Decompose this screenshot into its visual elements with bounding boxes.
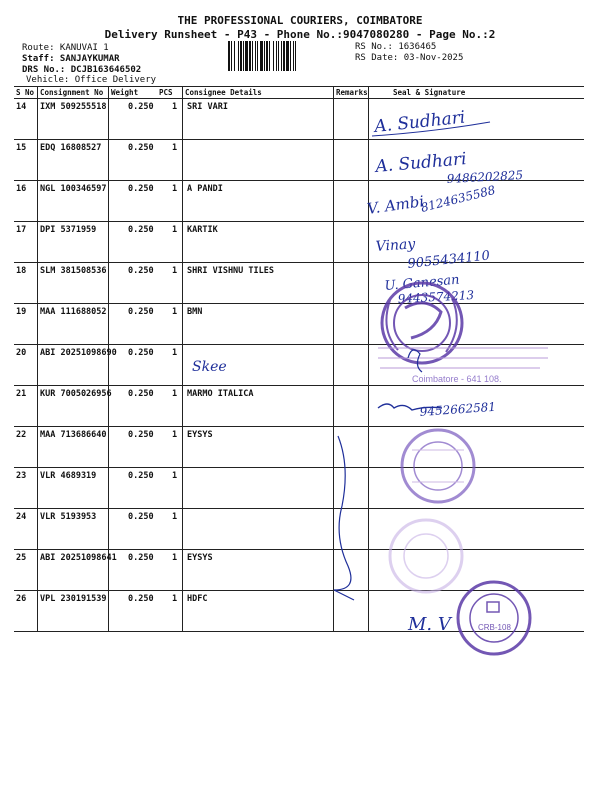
- cell-pcs: 1: [172, 266, 178, 276]
- cell-weight: 0.250: [128, 225, 154, 235]
- cell-consignment: MAA 111688052: [40, 307, 107, 317]
- phone-row-16: 8124635588: [419, 182, 497, 215]
- cell-pcs: 1: [172, 102, 178, 112]
- stamp-address-text: Coimbatore - 641 108.: [412, 374, 502, 384]
- cell-consignee: HDFC: [187, 594, 208, 604]
- drs-number: DRS No.: DCJB163646502: [22, 65, 142, 75]
- signature-row-17: Vinay: [375, 236, 416, 255]
- cell-sno: 23: [16, 471, 27, 481]
- col-header-consignment: Consignment No: [40, 88, 104, 97]
- cell-weight: 0.250: [128, 307, 154, 317]
- cell-consignment: ABI 20251098690: [40, 348, 117, 358]
- cell-sno: 26: [16, 594, 27, 604]
- signature-row-16: V. Ambi: [366, 192, 426, 218]
- cell-consignee: BMN: [187, 307, 203, 317]
- cell-sno: 19: [16, 307, 27, 317]
- cell-consignment: VPL 230191539: [40, 594, 107, 604]
- col-header-consignee: Consignee Details: [185, 88, 262, 97]
- cell-weight: 0.250: [128, 430, 154, 440]
- rs-date: RS Date: 03-Nov-2025: [355, 53, 464, 63]
- round-stamp-row-22: [402, 430, 474, 502]
- cell-pcs: 1: [172, 389, 178, 399]
- phone-row-17: 9055434110: [406, 248, 491, 272]
- cell-weight: 0.250: [128, 266, 154, 276]
- cell-consignment: KUR 7005026956: [40, 389, 112, 399]
- cell-pcs: 1: [172, 143, 178, 153]
- cell-pcs: 1: [172, 184, 178, 194]
- cell-consignee: SRI VARI: [187, 102, 228, 112]
- col-header-seal: Seal & Signature: [393, 88, 466, 97]
- cell-sno: 24: [16, 512, 27, 522]
- cell-sno: 18: [16, 266, 27, 276]
- bracket-mark: [334, 436, 354, 600]
- cell-sno: 16: [16, 184, 27, 194]
- phone-row-18: 9443574213: [397, 288, 475, 306]
- cell-weight: 0.250: [128, 471, 154, 481]
- cell-consignee: SHRI VISHNU TILES: [187, 266, 274, 276]
- cell-pcs: 1: [172, 553, 178, 563]
- address-stamp-row-20: [378, 348, 548, 384]
- cell-consignment: VLR 5193953: [40, 512, 97, 522]
- signature-row-18: U. Ganesan: [384, 272, 461, 294]
- company-title: THE PROFESSIONAL COURIERS, COIMBATORE: [177, 14, 423, 27]
- cell-pcs: 1: [172, 594, 178, 604]
- runsheet-subtitle: Delivery Runsheet - P43 - Phone No.:9047080280 - Page No.:2: [104, 28, 496, 41]
- cell-pcs: 1: [172, 225, 178, 235]
- phone-row-21: 9452662581: [419, 399, 497, 419]
- faint-stamp-row-25: [390, 520, 462, 592]
- cell-weight: 0.250: [128, 512, 154, 522]
- cell-consignment: NGL 100346597: [40, 184, 107, 194]
- cell-weight: 0.250: [128, 594, 154, 604]
- bank-stamp-code: CRB-108: [478, 623, 511, 632]
- vehicle-label: Vehicle: Office Delivery: [26, 75, 157, 85]
- col-header-pcs: PCS: [159, 88, 173, 97]
- signature-row-15: A. Sudhari: [374, 149, 468, 177]
- cell-sno: 21: [16, 389, 27, 399]
- cell-consignee: EYSYS: [187, 430, 213, 440]
- cell-sno: 25: [16, 553, 27, 563]
- cell-consignment: EDQ 16808527: [40, 143, 102, 153]
- cell-consignee: EYSYS: [187, 553, 213, 563]
- cell-weight: 0.250: [128, 389, 154, 399]
- cell-weight: 0.250: [128, 553, 154, 563]
- cell-weight: 0.250: [128, 348, 154, 358]
- cell-sno: 15: [16, 143, 27, 153]
- remark-row-20: Skee: [192, 359, 227, 375]
- cell-sno: 14: [16, 102, 27, 112]
- bank-stamp-row-26: [458, 582, 530, 654]
- cell-pcs: 1: [172, 471, 178, 481]
- cell-pcs: 1: [172, 512, 178, 522]
- cell-weight: 0.250: [128, 184, 154, 194]
- cell-consignment: ABI 20251098641: [40, 553, 117, 563]
- col-header-remarks: Remarks: [336, 88, 368, 97]
- staff-label: Staff: SANJAYKUMAR: [22, 54, 120, 64]
- cell-consignee: MARMO ITALICA: [187, 389, 254, 399]
- round-stamp-row-19: [382, 283, 462, 363]
- cell-consignment: MAA 713686640: [40, 430, 107, 440]
- cell-consignee: KARTIK: [187, 225, 218, 235]
- rs-number: RS No.: 1636465: [355, 42, 437, 52]
- cell-consignment: SLM 381508536: [40, 266, 107, 276]
- cell-consignment: VLR 4689319: [40, 471, 97, 481]
- signature-row-14: A. Sudhari: [373, 107, 467, 137]
- cell-consignment: IXM 509255518: [40, 102, 107, 112]
- col-header-sno: S No: [16, 88, 35, 97]
- cell-weight: 0.250: [128, 143, 154, 153]
- signature-row-26: M. V: [408, 614, 451, 635]
- cell-weight: 0.250: [128, 102, 154, 112]
- cell-sno: 17: [16, 225, 27, 235]
- cell-sno: 20: [16, 348, 27, 358]
- cell-pcs: 1: [172, 430, 178, 440]
- route-label: Route: KANUVAI 1: [22, 43, 109, 53]
- cell-pcs: 1: [172, 307, 178, 317]
- col-header-weight: Weight: [111, 88, 139, 97]
- phone-row-15: 9486202825: [446, 168, 524, 186]
- cell-consignee: A PANDI: [187, 184, 223, 194]
- cell-consignment: DPI 5371959: [40, 225, 97, 235]
- cell-sno: 22: [16, 430, 27, 440]
- cell-pcs: 1: [172, 348, 178, 358]
